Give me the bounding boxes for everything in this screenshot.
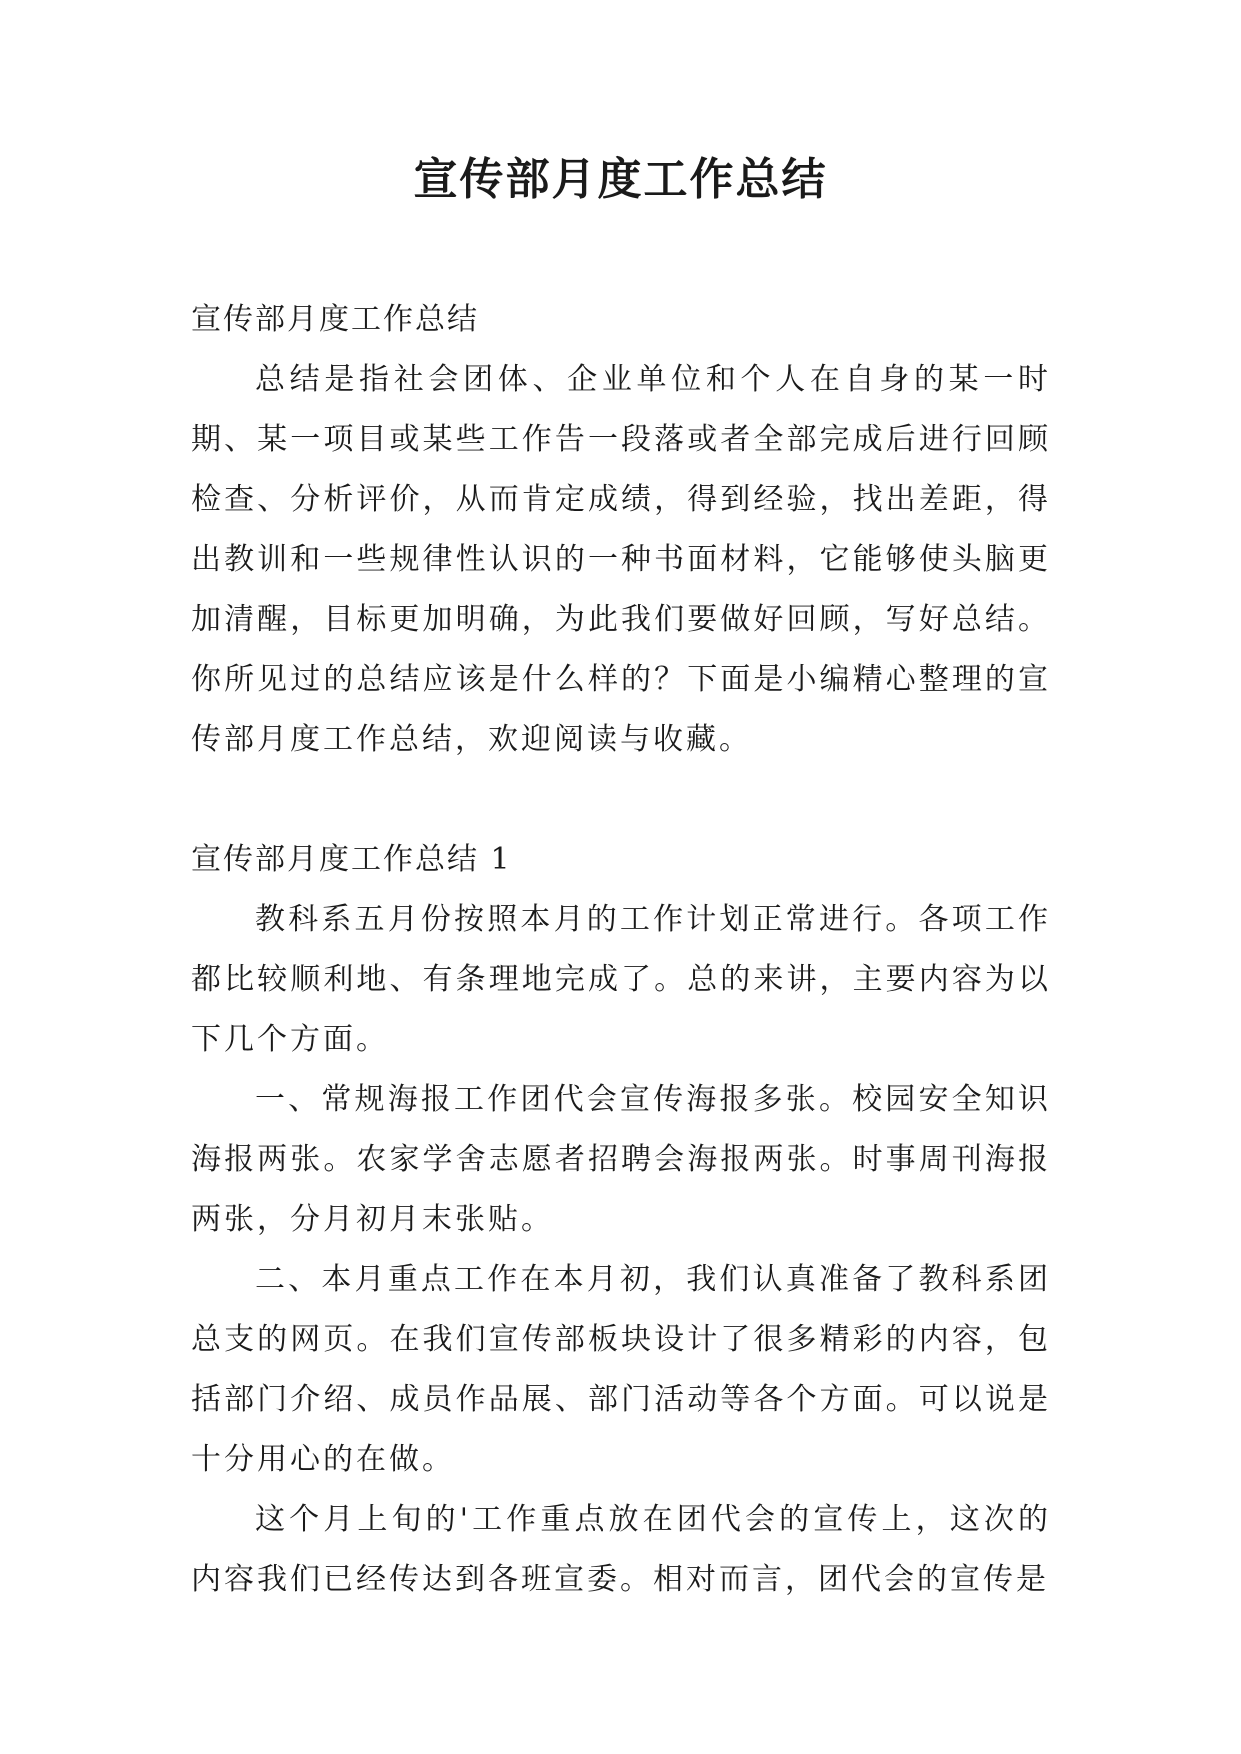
document-title: 宣传部月度工作总结	[413, 154, 828, 205]
body-paragraph: 这个月上旬的'工作重点放在团代会的宣传上，这次的内容我们已经传达到各班宣委。相对而言，团代会的宣传是	[191, 1502, 1051, 1597]
body-paragraph: 教科系五月份按照本月的工作计划正常进行。各项工作都比较顺利地、有条理地完成了。总的来讲，主要内容为以下几个方面。	[191, 902, 1051, 1057]
intro-paragraph: 总结是指社会团体、企业单位和个人在自身的某一时期、某一项目或某些工作告一段落或者全部完成后进行回顾检查、分析评价，从而肯定成绩，得到经验，找出差距，得出教训和一些规律性认识的一种书面材料，它能够使头脑更加清醒，目标更加明确，为此我们要做好回顾，写好总结。你所见过的总结应该是什么样的？下面是小编精心整理的宣传部月度工作总结，欢迎阅读与收藏。	[191, 362, 1051, 757]
document-body	[191, 290, 1051, 1610]
body-paragraph: 二、本月重点工作在本月初，我们认真准备了教科系团总支的网页。在我们宣传部板块设计了很多精彩的内容，包括部门介绍、成员作品展、部门活动等各个方面。可以说是十分用心的在做。	[191, 1262, 1051, 1477]
body-paragraph: 一、常规海报工作团代会宣传海报多张。校园安全知识海报两张。农家学舍志愿者招聘会海报两张。时事周刊海报两张，分月初月末张贴。	[191, 1082, 1051, 1237]
section-heading: 宣传部月度工作总结	[191, 302, 479, 337]
section-heading: 宣传部月度工作总结 1	[191, 842, 512, 877]
section-spacer	[191, 770, 1051, 830]
